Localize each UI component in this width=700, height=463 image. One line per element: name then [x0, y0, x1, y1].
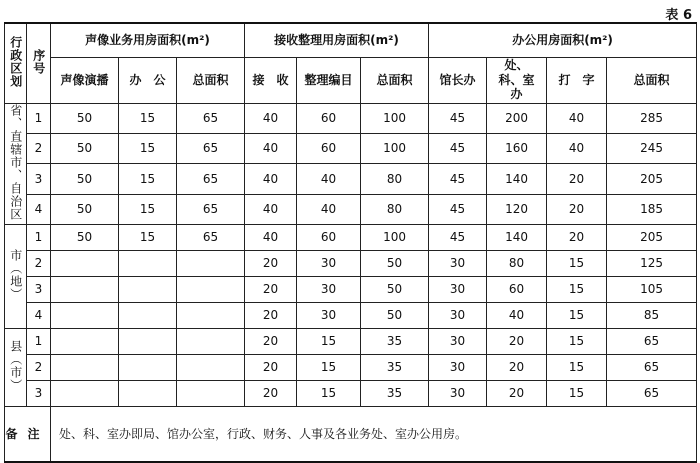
table-row [5, 302, 697, 328]
table-cell: 40 [245, 224, 297, 250]
table-row [5, 133, 697, 163]
col-header: 总面积 [361, 57, 429, 103]
table-cell [177, 354, 245, 380]
table-cell: 15 [297, 380, 361, 406]
table-cell: 45 [429, 103, 487, 133]
table-cell: 65 [607, 328, 697, 354]
table-cell: 140 [487, 164, 547, 194]
table-cell: 45 [429, 133, 487, 163]
table-cell: 15 [297, 328, 361, 354]
table-cell: 40 [245, 103, 297, 133]
row-number: 2 [27, 354, 51, 380]
table-cell [119, 354, 177, 380]
table-cell: 15 [297, 354, 361, 380]
table-cell: 40 [245, 194, 297, 224]
table-cell: 30 [297, 250, 361, 276]
table-cell: 45 [429, 164, 487, 194]
table-cell: 50 [51, 224, 119, 250]
table-cell [177, 302, 245, 328]
av-area-header: 声像业务用房面积(m²) [51, 23, 245, 57]
table-cell: 40 [547, 133, 607, 163]
table-cell: 50 [361, 250, 429, 276]
row-number: 3 [27, 276, 51, 302]
seq-header: 序号 [27, 23, 51, 103]
table-cell: 20 [487, 354, 547, 380]
table-cell: 80 [487, 250, 547, 276]
table-cell: 15 [547, 354, 607, 380]
table-cell: 30 [429, 328, 487, 354]
table-cell: 140 [487, 224, 547, 250]
table-cell: 65 [177, 164, 245, 194]
table-cell: 40 [297, 164, 361, 194]
table-cell: 40 [245, 133, 297, 163]
table-cell: 40 [547, 103, 607, 133]
table-cell [51, 250, 119, 276]
table-cell: 50 [51, 194, 119, 224]
table-cell: 60 [297, 133, 361, 163]
table-cell: 15 [547, 250, 607, 276]
row-number: 2 [27, 133, 51, 163]
table-cell [119, 276, 177, 302]
table-cell: 50 [361, 302, 429, 328]
col-header: 接 收 [245, 57, 297, 103]
table-cell: 20 [245, 302, 297, 328]
table-cell: 45 [429, 194, 487, 224]
table-cell [177, 276, 245, 302]
table-cell: 245 [607, 133, 697, 163]
table-cell: 20 [245, 276, 297, 302]
note-label: 备注 [5, 406, 51, 462]
table-cell: 35 [361, 328, 429, 354]
table-cell: 30 [429, 250, 487, 276]
table-cell [119, 302, 177, 328]
table-cell: 60 [297, 224, 361, 250]
table-cell: 50 [51, 103, 119, 133]
table-cell [177, 328, 245, 354]
table-cell [119, 380, 177, 406]
table-cell [119, 250, 177, 276]
table-cell: 15 [119, 194, 177, 224]
row-number: 1 [27, 328, 51, 354]
table-cell: 45 [429, 224, 487, 250]
col-header: 总面积 [177, 57, 245, 103]
table-cell: 125 [607, 250, 697, 276]
table-cell: 200 [487, 103, 547, 133]
table-cell: 60 [297, 103, 361, 133]
table-cell: 40 [245, 164, 297, 194]
table-cell: 65 [177, 133, 245, 163]
table-cell: 20 [245, 380, 297, 406]
table-cell: 30 [297, 276, 361, 302]
office-area-header: 办公用房面积(m²) [429, 23, 697, 57]
table-cell: 20 [245, 328, 297, 354]
table-cell: 205 [607, 164, 697, 194]
table-cell: 15 [547, 328, 607, 354]
table-row [5, 354, 697, 380]
table-row [5, 250, 697, 276]
table-cell: 100 [361, 103, 429, 133]
table-cell: 65 [607, 380, 697, 406]
table-cell: 20 [547, 164, 607, 194]
table-row [5, 224, 697, 250]
table-cell: 120 [487, 194, 547, 224]
table-row [5, 276, 697, 302]
table-cell: 15 [119, 133, 177, 163]
table-cell: 50 [51, 133, 119, 163]
table-cell: 30 [429, 380, 487, 406]
table-cell [51, 302, 119, 328]
table-cell: 80 [361, 194, 429, 224]
table-cell: 30 [297, 302, 361, 328]
table-cell: 65 [177, 194, 245, 224]
table-cell: 40 [297, 194, 361, 224]
receive-area-header: 接收整理用房面积(m²) [245, 23, 429, 57]
table-cell [177, 250, 245, 276]
row-number: 2 [27, 250, 51, 276]
table-cell: 65 [177, 224, 245, 250]
region-label: 市（地） [5, 224, 27, 328]
row-number: 4 [27, 302, 51, 328]
col-header: 整理编目 [297, 57, 361, 103]
table-cell: 20 [547, 194, 607, 224]
table-cell: 100 [361, 133, 429, 163]
table-cell: 65 [607, 354, 697, 380]
table-cell [119, 328, 177, 354]
table-cell: 35 [361, 380, 429, 406]
table-cell: 160 [487, 133, 547, 163]
table-cell [177, 380, 245, 406]
table-cell: 20 [487, 328, 547, 354]
table-row [5, 380, 697, 406]
table-row [5, 164, 697, 194]
table-cell: 185 [607, 194, 697, 224]
table-number: 表 6 [665, 8, 692, 23]
table-cell: 20 [487, 380, 547, 406]
table-cell: 50 [361, 276, 429, 302]
row-number: 1 [27, 224, 51, 250]
table-body [5, 103, 697, 406]
col-header: 声像演播 [51, 57, 119, 103]
table-cell: 65 [177, 103, 245, 133]
col-header: 打 字 [547, 57, 607, 103]
table-cell: 35 [361, 354, 429, 380]
col-header: 办 公 [119, 57, 177, 103]
row-number: 1 [27, 103, 51, 133]
note-text: 处、科、室办即局、馆办公室，行政、财务、人事及各业务处、室办公用房。 [51, 406, 697, 462]
table-cell: 40 [487, 302, 547, 328]
table-cell: 15 [547, 276, 607, 302]
col-header: 馆长办 [429, 57, 487, 103]
table-cell: 85 [607, 302, 697, 328]
table-row [5, 194, 697, 224]
table-cell: 105 [607, 276, 697, 302]
table-cell: 15 [119, 103, 177, 133]
table-cell: 20 [245, 250, 297, 276]
table-cell: 20 [245, 354, 297, 380]
row-number: 4 [27, 194, 51, 224]
table-cell: 15 [547, 380, 607, 406]
table-cell [51, 328, 119, 354]
table-cell: 50 [51, 164, 119, 194]
table-cell: 20 [547, 224, 607, 250]
region-label: 县（市） [5, 328, 27, 406]
col-header: 处、科、室办 [487, 57, 547, 103]
table-row [5, 328, 697, 354]
table-cell: 30 [429, 354, 487, 380]
table-cell [51, 380, 119, 406]
table-cell: 15 [119, 164, 177, 194]
table-cell: 80 [361, 164, 429, 194]
table-cell: 15 [119, 224, 177, 250]
table-row [5, 103, 697, 133]
table-cell [51, 354, 119, 380]
table-cell [51, 276, 119, 302]
row-number: 3 [27, 164, 51, 194]
region-header: 行政区划 [5, 23, 27, 103]
table-cell: 285 [607, 103, 697, 133]
area-standards-table [4, 22, 697, 463]
row-number: 3 [27, 380, 51, 406]
table-cell: 100 [361, 224, 429, 250]
table-cell: 30 [429, 302, 487, 328]
col-header: 总面积 [607, 57, 697, 103]
table-cell: 205 [607, 224, 697, 250]
table-cell: 15 [547, 302, 607, 328]
table-cell: 60 [487, 276, 547, 302]
region-label: 省、直辖市、自治区 [5, 103, 27, 224]
table-cell: 30 [429, 276, 487, 302]
